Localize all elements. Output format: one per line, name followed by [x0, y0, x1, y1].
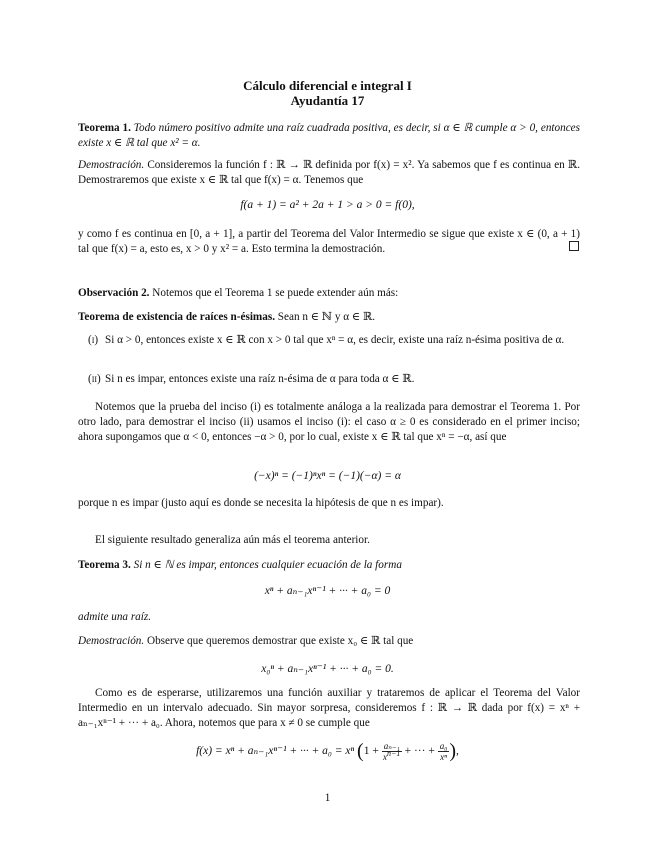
course-title: Cálculo diferencial e integral I	[243, 78, 412, 93]
list-item-2-text: Si n es impar, entonces existe una raíz n-ésima de α para toda α ∈ ℝ.	[105, 373, 415, 385]
sheet-title: Ayudantía 17	[290, 93, 365, 108]
theorem-3-label: Teorema 3.	[78, 559, 131, 571]
theorem-3-statement: Si n ∈ ℕ es impar, entonces cualquier ecuación de la forma	[133, 559, 402, 571]
theorem-3-equation: xⁿ + aₙ₋₁xⁿ⁻¹ + ··· + a₀ = 0	[264, 585, 391, 597]
proof-1-label: Demostración.	[78, 159, 145, 171]
theorem-1	[78, 121, 580, 151]
proof-1-conclusion: y como f es continua en [0, a + 1], a partir del Teorema del Valor Intermedio se sigue que existe x ∈ (0, a + 1) tal que f(x) = a, esto es, x > 0 y x² = a. Esto termina la demostración.	[78, 228, 580, 256]
observation-2-label: Observación 2.	[78, 287, 150, 299]
proof-3-text: Observe que queremos demostrar que existe x₀ ∈ ℝ tal que	[146, 635, 414, 647]
trailing-comma: ,	[456, 745, 459, 758]
fraction-2-numerator: a₀	[439, 741, 448, 751]
left-paren: (	[357, 740, 364, 762]
list-item-1	[88, 333, 580, 348]
fraction-1	[382, 741, 402, 762]
parity-paragraph: Notemos que la prueba del inciso (i) es totalmente análoga a la realizada para demostrar el Teorema 1. Por otro lado, para demostrar el inciso (ii) usamos el inciso (i): el caso α ≥ 0 es considerado en el primer inciso; ahora supongamos que α < 0, entonces −α > 0, por lo cual, existe x ∈ ℝ tal que xⁿ = −α, así que	[78, 401, 580, 444]
theorem-1-statement: Todo número positivo admite una raíz cuadrada positiva, es decir, si α ∈ ℝ cumple α > 0, entonces existe x ∈ ℝ tal que x² = α.	[78, 122, 580, 150]
list-item-2	[88, 372, 580, 387]
proof-1-intro	[78, 158, 580, 188]
ellipsis-term: + ··· +	[401, 745, 438, 758]
list-item-1-text: Si α > 0, entonces existe x ∈ ℝ con x > 0 tal que xⁿ = α, es decir, existe una raíz n-ésima positiva de α.	[105, 334, 565, 346]
qed-symbol	[569, 241, 579, 251]
fraction-2-denominator: xⁿ	[440, 752, 447, 762]
proof-3-label: Demostración.	[78, 635, 145, 647]
theorem-3-tail: admite una raíz.	[78, 611, 152, 623]
observation-2	[78, 286, 580, 301]
roots-theorem-text: Sean n ∈ ℕ y α ∈ ℝ.	[277, 311, 376, 323]
page-number: 1	[324, 792, 331, 804]
roots-theorem	[78, 310, 580, 325]
proof-3-intro	[78, 634, 580, 649]
list-item-1-label: (i)	[88, 334, 99, 346]
proof-3-paragraph: Como es de esperarse, utilizaremos una función auxiliar y trataremos de aplicar el Teorema del Valor Intermedio en un intervalo adecuado. Sin mayor sorpresa, consideremos f : ℝ → ℝ dada por f(x) = xⁿ + aₙ₋₁xⁿ⁻¹ + ··· + a₀. Ahora, notemos que para x ≠ 0 se cumple que	[78, 687, 580, 730]
proof-3-final-equation	[0, 740, 655, 763]
list-item-2-label: (ii)	[88, 373, 101, 385]
right-paren: )	[449, 740, 457, 762]
proof-1-equation: f(a + 1) = a² + 2a + 1 > a > 0 = f(0),	[240, 199, 415, 211]
proof-3-equation: x₀ⁿ + aₙ₋₁xⁿ⁻¹ + ··· + a₀ = 0.	[261, 663, 394, 675]
theorem-1-label: Teorema 1.	[78, 122, 131, 134]
parity-paragraph-end: porque n es impar (justo aquí es donde se necesita la hipótesis de que n es impar).	[78, 497, 444, 509]
observation-2-text: Notemos que el Teorema 1 se puede extender aún más:	[152, 287, 399, 299]
theorem-3	[78, 558, 580, 573]
general-paragraph: El siguiente resultado generaliza aún más el teorema anterior.	[95, 534, 370, 546]
fraction-1-denominator: $x^{n-1}$	[383, 749, 401, 762]
fraction-2	[438, 741, 450, 762]
proof-1-text: Consideremos la función f : ℝ → ℝ definida por f(x) = x². Ya sabemos que f es continua en ℝ. Demostraremos que existe x ∈ ℝ tal que f(x) = α. Tenemos que	[78, 159, 580, 187]
parity-equation: (−x)ⁿ = (−1)ⁿxⁿ = (−1)(−α) = α	[254, 470, 401, 482]
fraction-1-numerator: aₙ₋₁	[383, 741, 400, 751]
one-term: 1 +	[363, 745, 382, 758]
roots-theorem-label: Teorema de existencia de raíces n-ésimas.	[78, 311, 275, 323]
final-equation-left: f(x) = xⁿ + aₙ₋₁xⁿ⁻¹ + ··· + a₀ = xⁿ	[196, 745, 355, 758]
